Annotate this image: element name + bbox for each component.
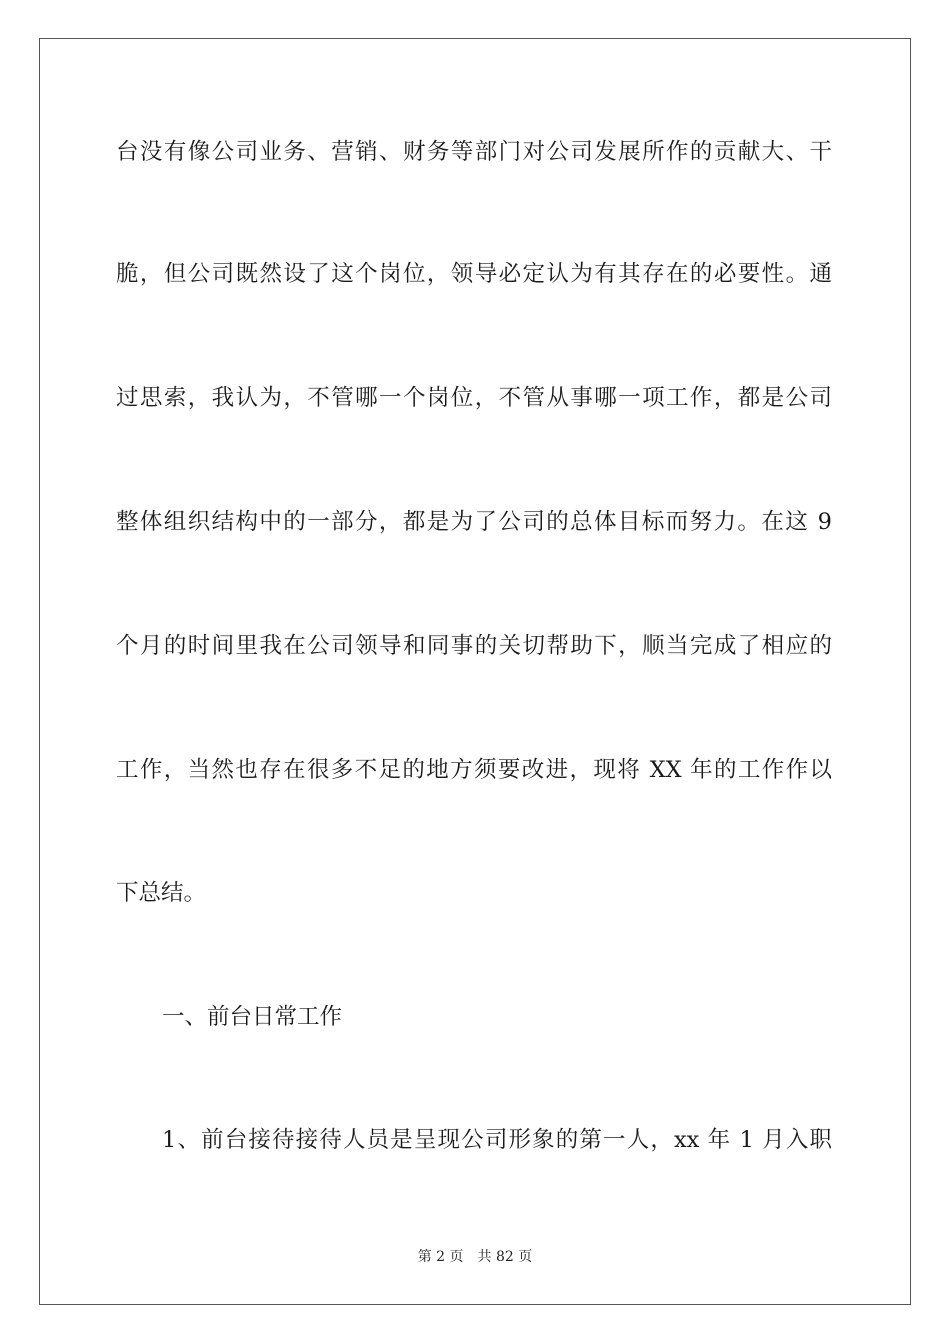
item-line-1: 1、前台接待接待人员是呈现公司形象的第一人，xx 年 1 月入职 — [162, 1127, 832, 1153]
body-line-3: 过思索，我认为，不管哪一个岗位，不管从事哪一项工作，都是公司 — [116, 385, 832, 411]
section-heading: 一、前台日常工作 — [162, 1004, 343, 1030]
page-number: 第 2 页 — [417, 1249, 464, 1265]
body-line-2: 脆，但公司既然设了这个岗位，领导必定认为有其存在的必要性。通 — [116, 261, 832, 287]
body-line-7: 下总结。 — [116, 880, 207, 906]
body-line-1: 台没有像公司业务、营销、财务等部门对公司发展所作的贡献大、干 — [116, 139, 832, 165]
page-frame — [39, 38, 911, 1305]
page-footer — [0, 1248, 950, 1266]
body-line-6: 工作，当然也存在很多不足的地方须要改进，现将 XX 年的工作作以 — [116, 757, 832, 783]
body-line-5: 个月的时间里我在公司领导和同事的关切帮助下，顺当完成了相应的 — [116, 633, 832, 659]
body-line-4: 整体组织结构中的一部分，都是为了公司的总体目标而努力。在这 9 — [116, 509, 832, 535]
page-total: 共 82 页 — [477, 1249, 533, 1265]
